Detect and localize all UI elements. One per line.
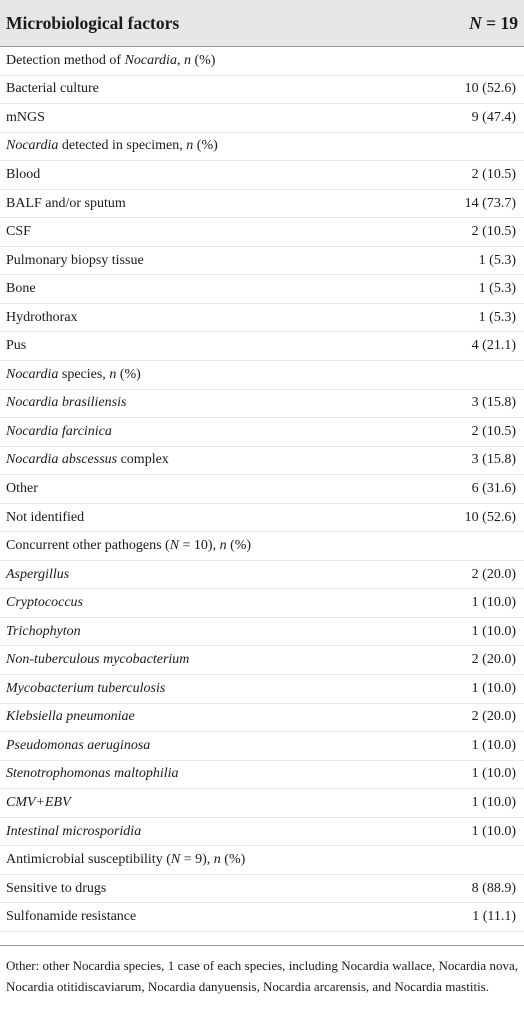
label-fragment: n xyxy=(213,852,221,868)
label-fragment: Pseudomonas aeruginosa xyxy=(6,737,151,753)
section-label xyxy=(6,53,215,69)
label-fragment: detected in specimen, xyxy=(58,138,187,154)
label-fragment: species, xyxy=(58,366,110,382)
label-fragment: , xyxy=(176,52,184,68)
label-fragment: n xyxy=(219,538,227,554)
header-column-count xyxy=(469,13,518,34)
header-n-symbol: N xyxy=(469,12,482,33)
table-row xyxy=(0,447,524,476)
row-label xyxy=(6,253,144,269)
row-label xyxy=(6,510,84,526)
row-label xyxy=(6,681,165,697)
label-fragment: N xyxy=(169,538,180,554)
table-row xyxy=(0,618,524,647)
row-label xyxy=(6,738,150,754)
label-fragment: Blood xyxy=(6,166,41,182)
table-row xyxy=(0,190,524,219)
row-value: 3 (15.8) xyxy=(471,395,516,411)
label-fragment: Trichophyton xyxy=(6,623,81,639)
label-fragment: = 9), xyxy=(180,852,214,868)
section-header-row xyxy=(0,133,524,162)
label-fragment: Stenotrophomonas maltophilia xyxy=(6,766,179,782)
row-label xyxy=(6,338,26,354)
row-label xyxy=(6,310,78,326)
table-row xyxy=(0,903,524,932)
row-label xyxy=(6,567,69,583)
row-label xyxy=(6,795,71,811)
label-fragment: Sulfonamide resistance xyxy=(6,909,137,925)
label-fragment: Klebsiella pneumoniae xyxy=(6,709,135,725)
label-fragment: Nocardia abscessus xyxy=(6,452,118,468)
label-fragment: CMV+EBV xyxy=(6,794,71,810)
row-value: 1 (5.3) xyxy=(478,281,516,297)
row-value: 10 (52.6) xyxy=(464,509,516,525)
label-fragment: Not identified xyxy=(6,509,85,525)
label-fragment: (%) xyxy=(193,138,218,154)
label-fragment: Cryptococcus xyxy=(6,595,83,611)
table-row xyxy=(0,275,524,304)
row-label xyxy=(6,452,169,468)
label-fragment: BALF and/or sputum xyxy=(6,195,126,211)
row-label xyxy=(6,110,45,126)
label-fragment: Nocardia brasiliensis xyxy=(6,395,127,411)
table-row xyxy=(0,818,524,847)
table-row xyxy=(0,76,524,105)
row-label xyxy=(6,224,31,240)
header-n-value: = 19 xyxy=(481,12,518,33)
section-label xyxy=(6,538,251,554)
row-label xyxy=(6,824,141,840)
label-fragment: N xyxy=(170,852,181,868)
label-fragment: Pulmonary biopsy tissue xyxy=(6,252,144,268)
table-row xyxy=(0,104,524,133)
label-fragment: Concurrent other pathogens ( xyxy=(6,538,170,554)
row-value: 2 (10.5) xyxy=(471,224,516,240)
section-label xyxy=(6,367,141,383)
row-label xyxy=(6,652,189,668)
label-fragment: Bone xyxy=(6,281,36,297)
row-value: 1 (10.0) xyxy=(471,680,516,696)
row-value: 1 (10.0) xyxy=(471,766,516,782)
label-fragment: Hydrothorax xyxy=(6,309,78,325)
label-fragment: (%) xyxy=(226,538,252,554)
table-row xyxy=(0,390,524,419)
table-row xyxy=(0,789,524,818)
label-fragment: mNGS xyxy=(6,109,45,125)
header-column-factors: Microbiological factors xyxy=(6,12,180,33)
table-row xyxy=(0,504,524,533)
table-row xyxy=(0,875,524,904)
table-row xyxy=(0,247,524,276)
label-fragment: Mycobacterium tuberculosis xyxy=(6,680,166,696)
row-value: 1 (5.3) xyxy=(478,252,516,268)
row-value: 14 (73.7) xyxy=(464,195,516,211)
table-row xyxy=(0,418,524,447)
table-row xyxy=(0,561,524,590)
label-fragment: Sensitive to drugs xyxy=(6,880,107,896)
row-value: 2 (20.0) xyxy=(471,709,516,725)
section-header-row xyxy=(0,846,524,875)
table-row xyxy=(0,304,524,333)
label-fragment: (%) xyxy=(190,52,216,68)
label-fragment: Detection method of xyxy=(6,52,125,68)
row-value: 1 (10.0) xyxy=(471,623,516,639)
row-value: 2 (20.0) xyxy=(471,566,516,582)
table-row xyxy=(0,475,524,504)
table-row xyxy=(0,218,524,247)
table-row xyxy=(0,332,524,361)
row-label xyxy=(6,595,83,611)
row-value: 9 (47.4) xyxy=(471,109,516,125)
label-fragment: Pus xyxy=(6,338,27,354)
row-label xyxy=(6,909,136,925)
label-fragment: Antimicrobial susceptibility ( xyxy=(6,852,171,868)
label-fragment: (%) xyxy=(220,852,246,868)
row-label xyxy=(6,281,36,297)
row-value: 8 (88.9) xyxy=(471,880,516,896)
table-row xyxy=(0,732,524,761)
row-value: 1 (10.0) xyxy=(471,794,516,810)
row-label xyxy=(6,424,112,440)
label-fragment: Other xyxy=(6,480,38,496)
row-label xyxy=(6,167,40,183)
row-value: 4 (21.1) xyxy=(471,338,516,354)
table-row xyxy=(0,589,524,618)
row-label xyxy=(6,624,81,640)
label-fragment: Intestinal microsporidia xyxy=(6,823,142,839)
row-value: 2 (10.5) xyxy=(471,423,516,439)
table-row xyxy=(0,675,524,704)
label-fragment: Nocardia xyxy=(6,138,59,154)
row-value: 3 (15.8) xyxy=(471,452,516,468)
table-row xyxy=(0,646,524,675)
section-label xyxy=(6,138,218,154)
label-fragment: Aspergillus xyxy=(6,566,70,582)
label-fragment: n xyxy=(183,52,191,68)
row-value: 1 (10.0) xyxy=(471,737,516,753)
label-fragment: complex xyxy=(117,452,169,468)
table-row xyxy=(0,704,524,733)
row-label xyxy=(6,395,126,411)
section-header-row xyxy=(0,532,524,561)
label-fragment: CSF xyxy=(6,224,31,240)
label-fragment: Non-tuberculous mycobacterium xyxy=(6,652,190,668)
row-value: 2 (20.0) xyxy=(471,652,516,668)
label-fragment: (%) xyxy=(116,366,141,382)
section-label xyxy=(6,852,245,868)
row-label xyxy=(6,481,38,497)
row-value: 1 (5.3) xyxy=(478,309,516,325)
row-value: 1 (11.1) xyxy=(472,909,516,925)
label-fragment: n xyxy=(186,138,194,154)
label-fragment: Bacterial culture xyxy=(6,81,99,97)
row-value: 2 (10.5) xyxy=(471,166,516,182)
row-value: 1 (10.0) xyxy=(471,823,516,839)
table-row xyxy=(0,161,524,190)
row-label xyxy=(6,196,126,212)
label-fragment: Nocardia xyxy=(124,52,177,68)
row-label xyxy=(6,881,106,897)
section-header-row xyxy=(0,47,524,76)
label-fragment: Nocardia farcinica xyxy=(6,423,112,439)
label-fragment: = 10), xyxy=(179,538,220,554)
section-header-row xyxy=(0,361,524,390)
label-fragment: Nocardia xyxy=(6,366,59,382)
row-value: 10 (52.6) xyxy=(464,81,516,97)
table-row xyxy=(0,761,524,790)
table-header xyxy=(0,0,524,47)
label-fragment: n xyxy=(109,366,117,382)
table-body xyxy=(0,47,524,932)
row-label xyxy=(6,766,179,782)
row-label xyxy=(6,81,99,97)
row-value: 6 (31.6) xyxy=(471,480,516,496)
row-value: 1 (10.0) xyxy=(471,595,516,611)
table-footnote: Other: other Nocardia species, 1 case of each species, including Nocardia wallace, Nocardia nova, Nocardia otitidiscaviarum, Nocardia danyuensis, Nocardia arcarensis, and Nocardia mastitis. xyxy=(0,945,524,997)
row-label xyxy=(6,709,135,725)
